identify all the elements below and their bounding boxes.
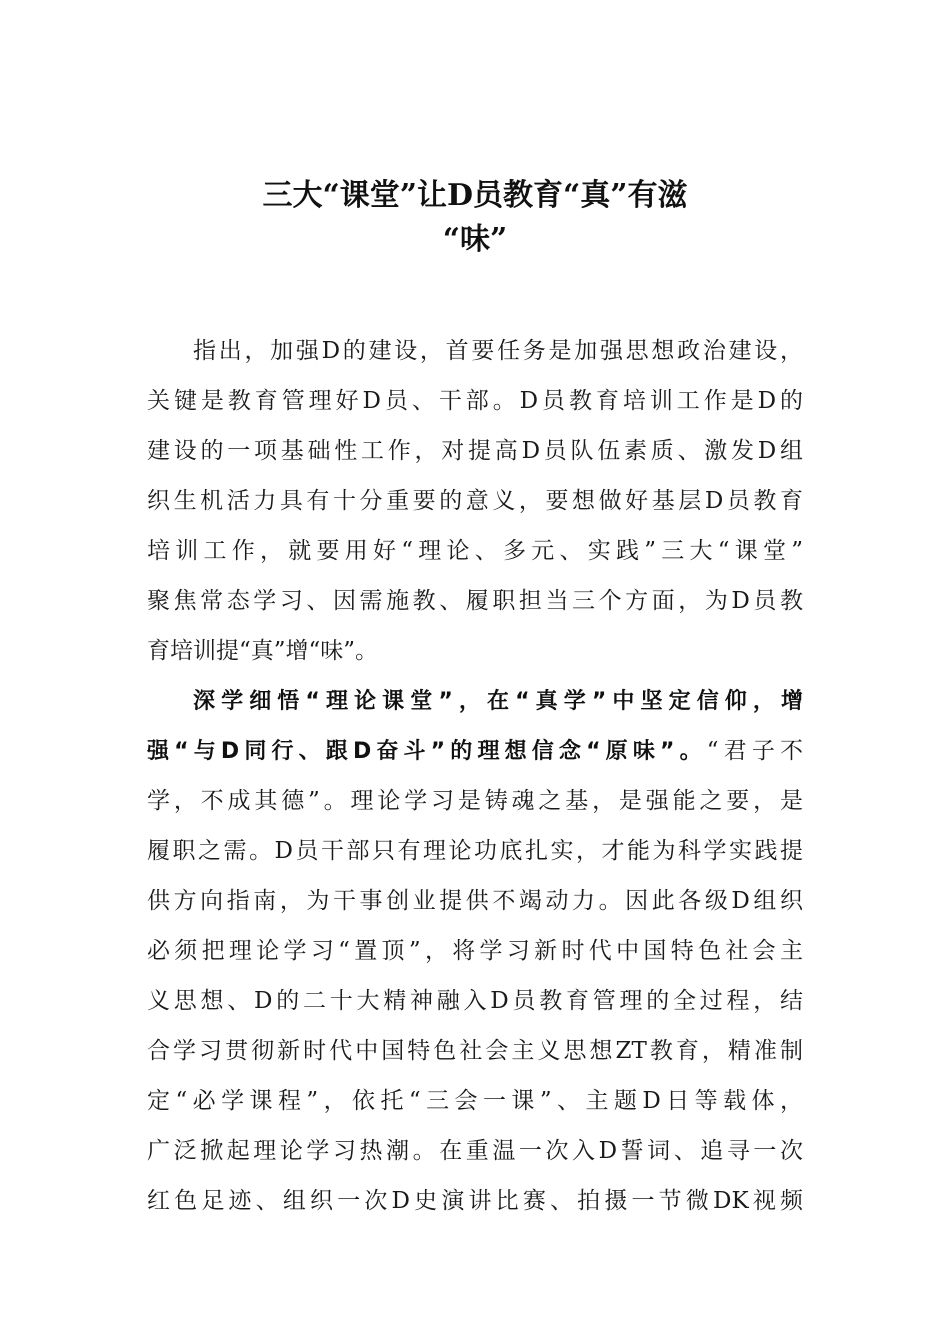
paragraph-line: 红色足迹、组织一次D史演讲比赛、拍摄一节微DK视频 [147,1188,803,1214]
paragraph-line: 义思想、D的二十大精神融入D员教育管理的全过程，结 [147,988,803,1014]
paragraph-heading-line [147,676,803,726]
paragraph-line: 聚焦常态学习、因需施教、履职担当三个方面，为D员教 [147,588,803,614]
paragraph-line: 供方向指南，为干事创业提供不竭动力。因此各级D组织 [147,888,803,914]
paragraph-1 [147,326,803,676]
paragraph-line: 关键是教育管理好D员、干部。D员教育培训工作是D的 [147,388,803,414]
section-heading-part-1: 深学细悟“理论课堂”，在“真学”中坚定信仰，增 [193,689,803,714]
paragraph-line: 建设的一项基础性工作，对提高D员队伍素质、激发D组 [147,438,803,464]
paragraph-line: 培训工作，就要用好“理论、多元、实践”三大“课堂” [147,538,803,564]
paragraph-line [147,726,803,776]
paragraph-line: 必须把理论学习“置顶”，将学习新时代中国特色社会主 [147,938,803,964]
paragraph-line: 定“必学课程”，依托“三会一课”、主题D日等载体， [147,1088,803,1114]
document-body [147,326,803,1226]
title-line-1: 三大“课堂”让D员教育“真”有滋 [262,178,688,213]
paragraph-line: 指出，加强D的建设，首要任务是加强思想政治建设， [193,338,803,364]
paragraph-2 [147,676,803,1226]
paragraph-line: 学，不成其德”。理论学习是铸魂之基，是强能之要，是 [147,788,803,814]
section-heading-part-2: 强“与D同行、跟D奋斗”的理想信念“原味”。 [147,739,707,764]
quote-start: “君子不 [706,738,803,764]
paragraph-line: 织生机活力具有十分重要的意义，要想做好基层D员教育 [147,488,803,514]
paragraph-line: 广泛掀起理论学习热潮。在重温一次入D誓词、追寻一次 [147,1138,803,1164]
paragraph-line: 合学习贯彻新时代中国特色社会主义思想ZT教育，精准制 [147,1038,803,1064]
paragraph-line: 履职之需。D员干部只有理论功底扎实，才能为科学实践提 [147,838,803,864]
title-line-2: “味” [442,222,508,257]
paragraph-line: 育培训提“真”增“味”。 [147,638,379,664]
document-title [147,174,803,262]
